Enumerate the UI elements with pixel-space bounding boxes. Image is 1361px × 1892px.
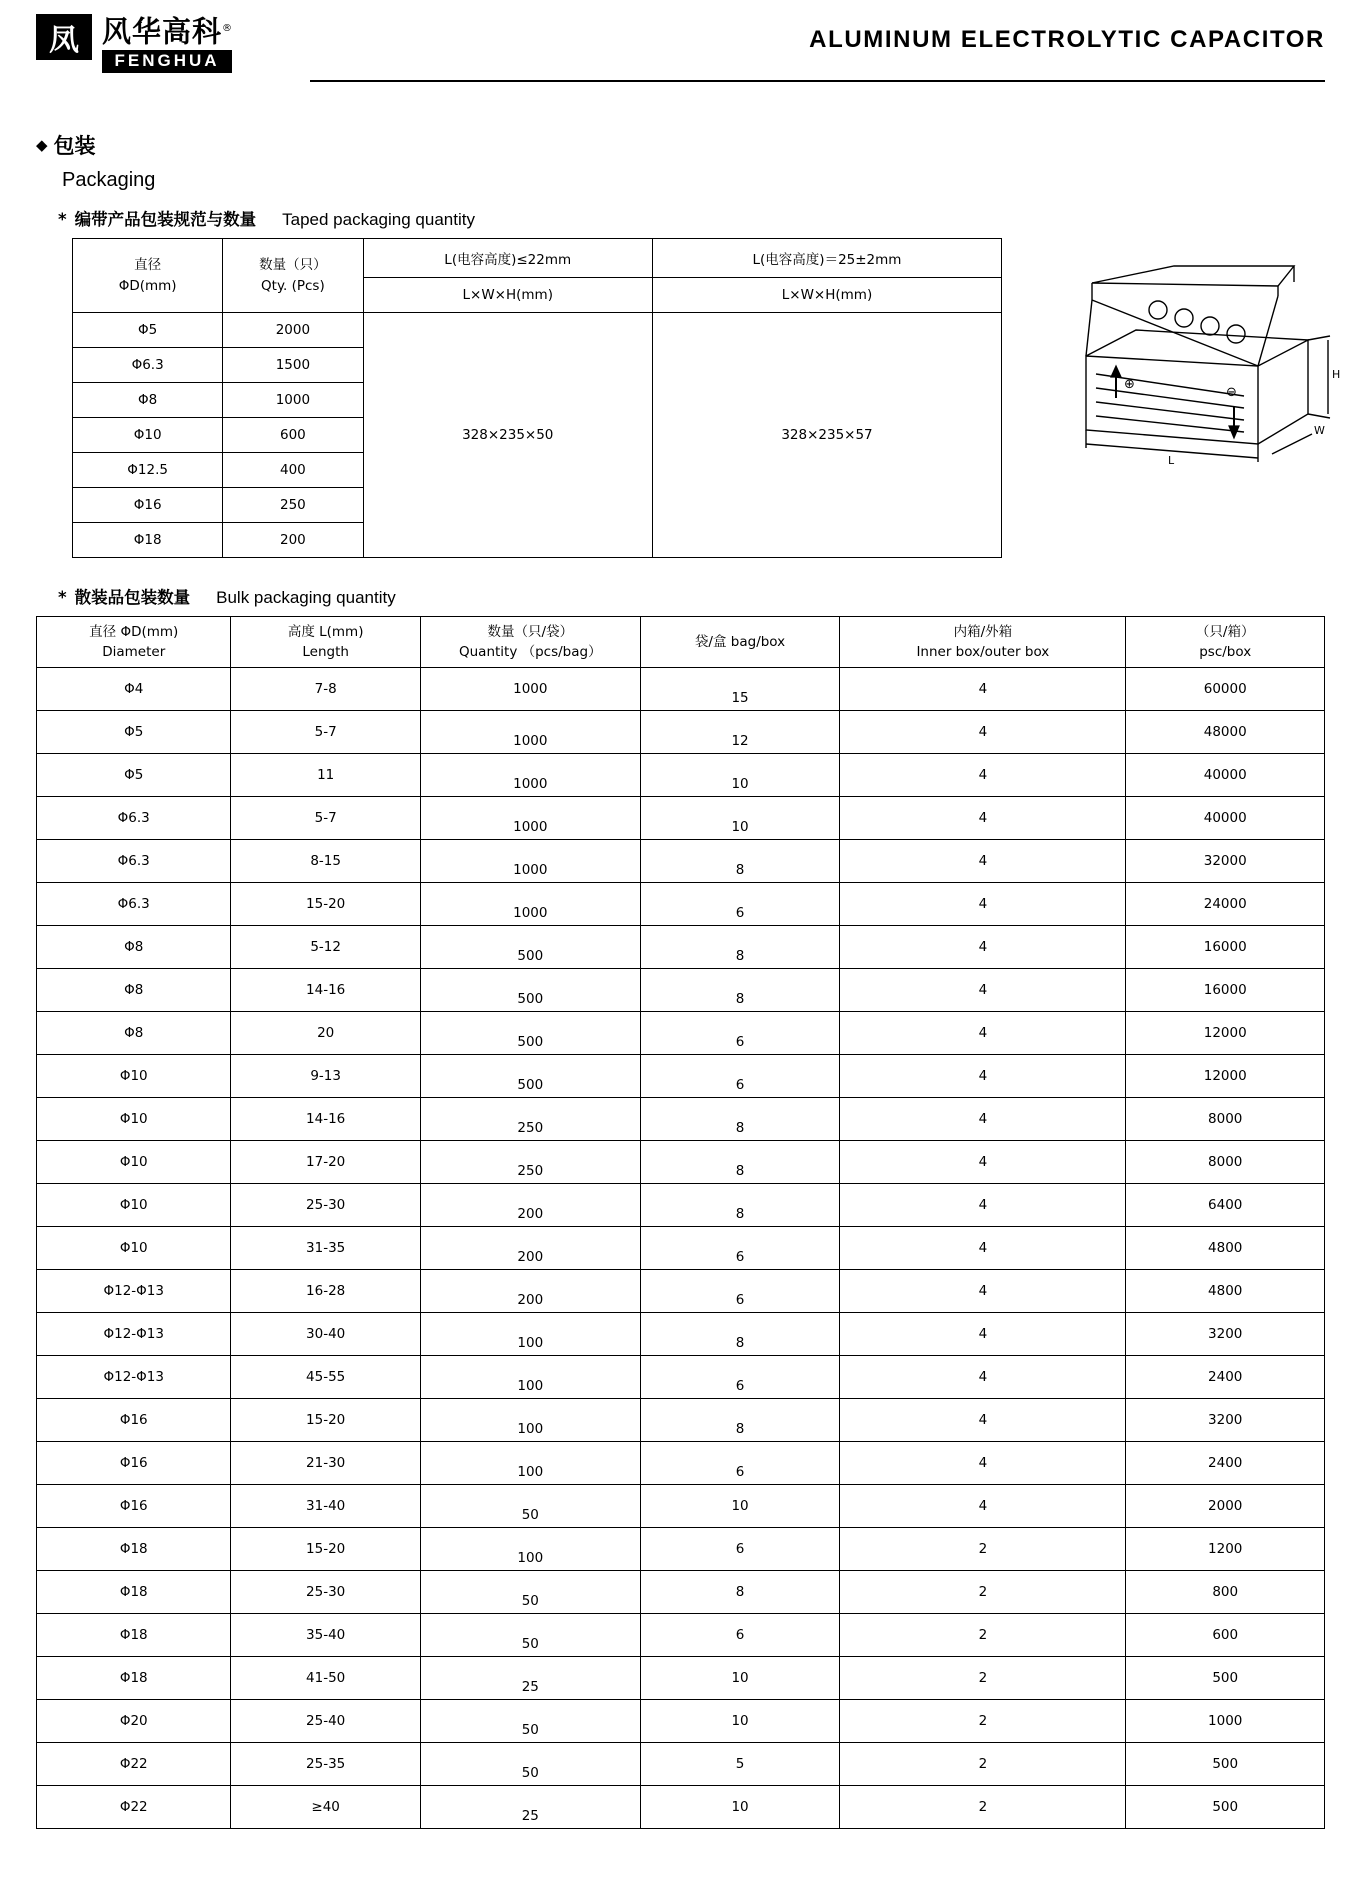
taped-cell-diameter: Φ6.3 <box>73 348 223 383</box>
bulk-cell-bagbox: 8 <box>640 840 840 883</box>
taped-cell-size-small: 328×235×50 <box>363 313 652 558</box>
bulk-cell-diameter: Φ10 <box>37 1141 231 1184</box>
bulk-cell-diameter: Φ8 <box>37 1012 231 1055</box>
bulk-subheading-cn: 散装品包装数量 <box>74 588 191 607</box>
bulk-header-innerouter <box>840 617 1126 668</box>
bulk-cell-quantity: 100 <box>420 1442 640 1485</box>
packaging-box-figure <box>1062 248 1342 498</box>
table-row <box>37 1700 1325 1743</box>
table-row <box>37 883 1325 926</box>
bulk-cell-diameter: Φ10 <box>37 1184 231 1227</box>
bulk-subheading-en: Bulk packaging quantity <box>216 588 396 607</box>
table-row <box>37 1571 1325 1614</box>
table-row <box>37 1614 1325 1657</box>
table-row <box>37 1442 1325 1485</box>
bulk-cell-quantity: 100 <box>420 1356 640 1399</box>
page-title: ALUMINUM ELECTROLYTIC CAPACITOR <box>809 26 1325 53</box>
bulk-cell-diameter: Φ10 <box>37 1227 231 1270</box>
bulk-cell-length: 25-40 <box>231 1700 420 1743</box>
bulk-cell-pcsbox: 500 <box>1126 1786 1325 1829</box>
company-logo <box>36 14 233 73</box>
bulk-cell-length: 31-40 <box>231 1485 420 1528</box>
bulk-table-body <box>37 668 1325 1829</box>
bulk-cell-quantity: 1000 <box>420 711 640 754</box>
bulk-cell-diameter: Φ6.3 <box>37 797 231 840</box>
taped-cell-diameter: Φ8 <box>73 383 223 418</box>
bulk-cell-length: 21-30 <box>231 1442 420 1485</box>
taped-header-col3-top: L(电容高度)≤22mm <box>363 239 652 278</box>
bulk-cell-innerouter: 2 <box>840 1614 1126 1657</box>
table-row <box>37 711 1325 754</box>
taped-header-col4-bottom: L×W×H(mm) <box>652 278 1001 313</box>
table-row <box>37 1313 1325 1356</box>
bulk-cell-innerouter: 4 <box>840 1399 1126 1442</box>
section-heading-en: Packaging <box>62 169 156 191</box>
bulk-cell-diameter: Φ16 <box>37 1399 231 1442</box>
bulk-cell-quantity: 500 <box>420 1012 640 1055</box>
bulk-cell-bagbox: 12 <box>640 711 840 754</box>
bulk-cell-innerouter: 2 <box>840 1571 1126 1614</box>
bulk-cell-quantity: 500 <box>420 969 640 1012</box>
bulk-header-innerouter-en: Inner box/outer box <box>916 644 1050 660</box>
bulk-cell-innerouter: 4 <box>840 1356 1126 1399</box>
taped-cell-qty: 1000 <box>223 383 363 418</box>
bulk-cell-bagbox: 6 <box>640 1614 840 1657</box>
bulk-cell-pcsbox: 1200 <box>1126 1528 1325 1571</box>
bulk-cell-pcsbox: 60000 <box>1126 668 1325 711</box>
bulk-cell-pcsbox: 600 <box>1126 1614 1325 1657</box>
logo-glyph: 凤 <box>49 24 79 57</box>
bulk-cell-innerouter: 4 <box>840 1227 1126 1270</box>
bulk-cell-pcsbox: 500 <box>1126 1657 1325 1700</box>
bulk-cell-length: 8-15 <box>231 840 420 883</box>
bulk-cell-bagbox: 8 <box>640 1141 840 1184</box>
bulk-cell-diameter: Φ18 <box>37 1614 231 1657</box>
bulk-cell-pcsbox: 40000 <box>1126 754 1325 797</box>
bulk-cell-diameter: Φ18 <box>37 1571 231 1614</box>
section-heading-cn: 包装 <box>53 134 96 158</box>
table-row <box>37 1141 1325 1184</box>
bulk-cell-innerouter: 4 <box>840 926 1126 969</box>
bulk-cell-length: 35-40 <box>231 1614 420 1657</box>
table-row <box>37 797 1325 840</box>
bulk-header-diameter-en: Diameter <box>102 644 166 660</box>
diamond-bullet-icon: ◆ <box>36 136 48 154</box>
bulk-cell-diameter: Φ18 <box>37 1657 231 1700</box>
bulk-cell-bagbox: 8 <box>640 1098 840 1141</box>
bulk-cell-length: 7-8 <box>231 668 420 711</box>
page-content <box>0 130 1361 608</box>
bulk-cell-innerouter: 4 <box>840 668 1126 711</box>
bulk-cell-length: 30-40 <box>231 1313 420 1356</box>
bulk-cell-pcsbox: 8000 <box>1126 1141 1325 1184</box>
bulk-cell-bagbox: 6 <box>640 1227 840 1270</box>
bulk-cell-diameter: Φ16 <box>37 1442 231 1485</box>
bulk-header-length-cn: 高度 L(mm) <box>287 623 364 640</box>
bulk-cell-length: 5-7 <box>231 797 420 840</box>
bulk-cell-innerouter: 2 <box>840 1700 1126 1743</box>
bulk-cell-diameter: Φ22 <box>37 1743 231 1786</box>
logo-text <box>102 14 233 73</box>
taped-header-diameter-en: ΦD(mm) <box>118 277 177 294</box>
bulk-cell-innerouter: 4 <box>840 840 1126 883</box>
bulk-cell-bagbox: 6 <box>640 1012 840 1055</box>
bulk-cell-length: 11 <box>231 754 420 797</box>
bulk-cell-bagbox: 5 <box>640 1743 840 1786</box>
bulk-cell-length: 17-20 <box>231 1141 420 1184</box>
bulk-header-diameter-cn: 直径 ΦD(mm) <box>89 623 179 640</box>
bulk-cell-innerouter: 4 <box>840 1270 1126 1313</box>
taped-cell-diameter: Φ18 <box>73 523 223 558</box>
bulk-cell-diameter: Φ5 <box>37 754 231 797</box>
bulk-cell-pcsbox: 8000 <box>1126 1098 1325 1141</box>
taped-cell-diameter: Φ16 <box>73 488 223 523</box>
bulk-cell-length: 45-55 <box>231 1356 420 1399</box>
taped-header-col3-bottom: L×W×H(mm) <box>363 278 652 313</box>
bulk-cell-innerouter: 4 <box>840 1184 1126 1227</box>
bulk-cell-innerouter: 4 <box>840 711 1126 754</box>
taped-header-qty-cn: 数量（只） <box>259 256 327 273</box>
bulk-cell-diameter: Φ12-Φ13 <box>37 1356 231 1399</box>
bulk-cell-innerouter: 4 <box>840 1485 1126 1528</box>
bulk-cell-diameter: Φ5 <box>37 711 231 754</box>
table-row <box>37 969 1325 1012</box>
table-row <box>37 1012 1325 1055</box>
table-row <box>37 1786 1325 1829</box>
bulk-cell-length: 16-28 <box>231 1270 420 1313</box>
table-row <box>37 1743 1325 1786</box>
bulk-cell-diameter: Φ4 <box>37 668 231 711</box>
bulk-cell-diameter: Φ10 <box>37 1098 231 1141</box>
bulk-cell-bagbox: 6 <box>640 1356 840 1399</box>
bulk-cell-quantity: 50 <box>420 1743 640 1786</box>
taped-cell-qty: 200 <box>223 523 363 558</box>
taped-cell-qty: 1500 <box>223 348 363 383</box>
taped-cell-qty: 400 <box>223 453 363 488</box>
bulk-cell-diameter: Φ6.3 <box>37 883 231 926</box>
bulk-header-bagbox: 袋/盒 bag/box <box>640 617 840 668</box>
table-row <box>73 313 1002 348</box>
bulk-cell-quantity: 1000 <box>420 797 640 840</box>
bulk-cell-bagbox: 10 <box>640 1485 840 1528</box>
bulk-cell-innerouter: 2 <box>840 1786 1126 1829</box>
taped-header-qty <box>223 239 363 313</box>
bulk-cell-length: 15-20 <box>231 1528 420 1571</box>
bulk-cell-bagbox: 8 <box>640 926 840 969</box>
bulk-cell-length: 9-13 <box>231 1055 420 1098</box>
taped-header-diameter-cn: 直径 <box>134 256 162 273</box>
bulk-cell-innerouter: 4 <box>840 754 1126 797</box>
bulk-cell-innerouter: 4 <box>840 969 1126 1012</box>
star-bullet-icon: * <box>58 210 67 229</box>
table-row <box>37 1270 1325 1313</box>
table-header-row <box>73 239 1002 278</box>
bulk-cell-bagbox: 6 <box>640 883 840 926</box>
figure-label-minus: ⊖ <box>1226 385 1237 400</box>
bulk-cell-bagbox: 6 <box>640 1055 840 1098</box>
bulk-cell-bagbox: 8 <box>640 1571 840 1614</box>
bulk-cell-innerouter: 4 <box>840 1012 1126 1055</box>
bulk-cell-length: 25-35 <box>231 1743 420 1786</box>
logo-company-name-en: FENGHUA <box>102 50 232 73</box>
star-bullet-icon: * <box>58 588 67 607</box>
bulk-cell-bagbox: 6 <box>640 1442 840 1485</box>
bulk-cell-pcsbox: 6400 <box>1126 1184 1325 1227</box>
bulk-cell-quantity: 500 <box>420 926 640 969</box>
bulk-cell-diameter: Φ8 <box>37 969 231 1012</box>
bulk-cell-pcsbox: 2400 <box>1126 1356 1325 1399</box>
bulk-cell-bagbox: 8 <box>640 1184 840 1227</box>
bulk-cell-quantity: 1000 <box>420 668 640 711</box>
bulk-cell-quantity: 250 <box>420 1098 640 1141</box>
taped-header-qty-en: Qty. (Pcs) <box>261 277 325 294</box>
taped-cell-size-large: 328×235×57 <box>652 313 1001 558</box>
bulk-cell-innerouter: 4 <box>840 883 1126 926</box>
bulk-cell-innerouter: 4 <box>840 1313 1126 1356</box>
bulk-subheading <box>58 584 1325 608</box>
bulk-cell-bagbox: 6 <box>640 1270 840 1313</box>
taped-subheading-en: Taped packaging quantity <box>282 210 475 229</box>
bulk-header-quantity-en: Quantity （pcs/bag） <box>458 644 602 660</box>
section-heading <box>36 130 1325 160</box>
bulk-cell-bagbox: 15 <box>640 668 840 711</box>
table-row <box>37 1184 1325 1227</box>
bulk-cell-quantity: 100 <box>420 1399 640 1442</box>
bulk-cell-quantity: 50 <box>420 1700 640 1743</box>
bulk-cell-pcsbox: 16000 <box>1126 969 1325 1012</box>
taped-cell-diameter: Φ10 <box>73 418 223 453</box>
taped-cell-qty: 600 <box>223 418 363 453</box>
table-header-row <box>37 617 1325 668</box>
bulk-cell-quantity: 25 <box>420 1786 640 1829</box>
packaging-box-diagram-icon <box>1062 248 1342 498</box>
bulk-cell-pcsbox: 800 <box>1126 1571 1325 1614</box>
bulk-cell-innerouter: 2 <box>840 1657 1126 1700</box>
bulk-cell-pcsbox: 1000 <box>1126 1700 1325 1743</box>
table-row <box>37 1485 1325 1528</box>
bulk-cell-diameter: Φ12-Φ13 <box>37 1313 231 1356</box>
bulk-cell-length: 15-20 <box>231 883 420 926</box>
bulk-cell-length: 41-50 <box>231 1657 420 1700</box>
bulk-header-pcsbox <box>1126 617 1325 668</box>
bulk-cell-innerouter: 4 <box>840 1055 1126 1098</box>
bulk-cell-innerouter: 2 <box>840 1743 1126 1786</box>
bulk-cell-quantity: 1000 <box>420 883 640 926</box>
bulk-cell-pcsbox: 500 <box>1126 1743 1325 1786</box>
bulk-cell-length: 31-35 <box>231 1227 420 1270</box>
bulk-cell-quantity: 250 <box>420 1141 640 1184</box>
table-row <box>37 1528 1325 1571</box>
bulk-cell-quantity: 200 <box>420 1227 640 1270</box>
bulk-cell-innerouter: 4 <box>840 797 1126 840</box>
bulk-cell-length: 15-20 <box>231 1399 420 1442</box>
bulk-cell-innerouter: 4 <box>840 1442 1126 1485</box>
bulk-cell-pcsbox: 40000 <box>1126 797 1325 840</box>
bulk-packaging-table <box>36 616 1325 1829</box>
bulk-cell-pcsbox: 12000 <box>1126 1012 1325 1055</box>
bulk-cell-pcsbox: 12000 <box>1126 1055 1325 1098</box>
taped-cell-diameter: Φ5 <box>73 313 223 348</box>
taped-cell-qty: 250 <box>223 488 363 523</box>
bulk-cell-pcsbox: 24000 <box>1126 883 1325 926</box>
bulk-header-innerouter-cn: 内箱/外箱 <box>953 623 1013 640</box>
taped-cell-diameter: Φ12.5 <box>73 453 223 488</box>
bulk-cell-bagbox: 10 <box>640 1700 840 1743</box>
bulk-cell-length: ≥40 <box>231 1786 420 1829</box>
bulk-header-length-en: Length <box>302 644 349 660</box>
figure-label-h: H <box>1332 368 1341 381</box>
taped-table-region <box>72 238 1341 558</box>
header-divider <box>310 80 1325 82</box>
bulk-header-length <box>231 617 420 668</box>
registered-trademark-icon: ® <box>222 23 234 34</box>
bulk-header-pcsbox-cn: （只/箱） <box>1195 623 1255 640</box>
table-row <box>37 1055 1325 1098</box>
bulk-cell-bagbox: 6 <box>640 1528 840 1571</box>
bulk-cell-quantity: 25 <box>420 1657 640 1700</box>
taped-packaging-table <box>72 238 1002 558</box>
logo-mark-icon <box>36 14 92 60</box>
table-row <box>37 1399 1325 1442</box>
bulk-header-diameter <box>37 617 231 668</box>
bulk-cell-pcsbox: 32000 <box>1126 840 1325 883</box>
bulk-cell-pcsbox: 2400 <box>1126 1442 1325 1485</box>
taped-header-diameter <box>73 239 223 313</box>
bulk-cell-diameter: Φ16 <box>37 1485 231 1528</box>
logo-company-name-cn-text: 风华高科 <box>102 14 223 49</box>
bulk-cell-bagbox: 10 <box>640 797 840 840</box>
bulk-cell-quantity: 1000 <box>420 754 640 797</box>
bulk-cell-diameter: Φ12-Φ13 <box>37 1270 231 1313</box>
bulk-cell-pcsbox: 4800 <box>1126 1227 1325 1270</box>
bulk-cell-length: 14-16 <box>231 969 420 1012</box>
figure-label-w: W <box>1314 424 1325 437</box>
bulk-cell-innerouter: 4 <box>840 1098 1126 1141</box>
table-row <box>37 1356 1325 1399</box>
taped-subheading <box>58 206 1325 230</box>
page-header <box>0 0 1361 92</box>
bulk-cell-bagbox: 10 <box>640 1786 840 1829</box>
bulk-header-pcsbox-en: psc/box <box>1199 644 1252 660</box>
bulk-cell-pcsbox: 16000 <box>1126 926 1325 969</box>
bulk-cell-diameter: Φ22 <box>37 1786 231 1829</box>
bulk-cell-length: 14-16 <box>231 1098 420 1141</box>
table-row <box>37 840 1325 883</box>
bulk-cell-length: 5-12 <box>231 926 420 969</box>
bulk-cell-diameter: Φ10 <box>37 1055 231 1098</box>
bulk-cell-bagbox: 10 <box>640 1657 840 1700</box>
bulk-cell-quantity: 500 <box>420 1055 640 1098</box>
taped-cell-qty: 2000 <box>223 313 363 348</box>
bulk-cell-quantity: 200 <box>420 1184 640 1227</box>
bulk-cell-innerouter: 4 <box>840 1141 1126 1184</box>
bulk-cell-bagbox: 8 <box>640 1399 840 1442</box>
bulk-cell-innerouter: 2 <box>840 1528 1126 1571</box>
table-row <box>37 1098 1325 1141</box>
table-row <box>37 926 1325 969</box>
bulk-cell-diameter: Φ6.3 <box>37 840 231 883</box>
taped-header-col4-top: L(电容高度)＝25±2mm <box>652 239 1001 278</box>
bulk-cell-diameter: Φ18 <box>37 1528 231 1571</box>
bulk-cell-bagbox: 8 <box>640 969 840 1012</box>
bulk-cell-length: 5-7 <box>231 711 420 754</box>
logo-company-name-cn <box>102 14 233 47</box>
bulk-cell-diameter: Φ8 <box>37 926 231 969</box>
bulk-cell-pcsbox: 4800 <box>1126 1270 1325 1313</box>
bulk-cell-length: 25-30 <box>231 1184 420 1227</box>
bulk-cell-quantity: 50 <box>420 1485 640 1528</box>
bulk-header-quantity-cn: 数量（只/袋） <box>487 623 574 640</box>
bulk-cell-pcsbox: 48000 <box>1126 711 1325 754</box>
bulk-cell-quantity: 50 <box>420 1614 640 1657</box>
bulk-cell-diameter: Φ20 <box>37 1700 231 1743</box>
figure-label-plus: ⊕ <box>1124 377 1135 392</box>
bulk-header-quantity <box>420 617 640 668</box>
bulk-cell-pcsbox: 3200 <box>1126 1313 1325 1356</box>
table-row <box>37 754 1325 797</box>
table-row <box>37 1657 1325 1700</box>
bulk-cell-quantity: 50 <box>420 1571 640 1614</box>
bulk-cell-pcsbox: 2000 <box>1126 1485 1325 1528</box>
bulk-cell-length: 20 <box>231 1012 420 1055</box>
taped-subheading-cn: 编带产品包装规范与数量 <box>74 210 257 229</box>
bulk-cell-bagbox: 10 <box>640 754 840 797</box>
bulk-cell-length: 25-30 <box>231 1571 420 1614</box>
bulk-cell-quantity: 200 <box>420 1270 640 1313</box>
bulk-cell-quantity: 100 <box>420 1528 640 1571</box>
bulk-cell-quantity: 1000 <box>420 840 640 883</box>
bulk-cell-pcsbox: 3200 <box>1126 1399 1325 1442</box>
figure-label-l: L <box>1168 454 1175 467</box>
table-row <box>37 668 1325 711</box>
bulk-cell-quantity: 100 <box>420 1313 640 1356</box>
bulk-cell-bagbox: 8 <box>640 1313 840 1356</box>
table-row <box>37 1227 1325 1270</box>
